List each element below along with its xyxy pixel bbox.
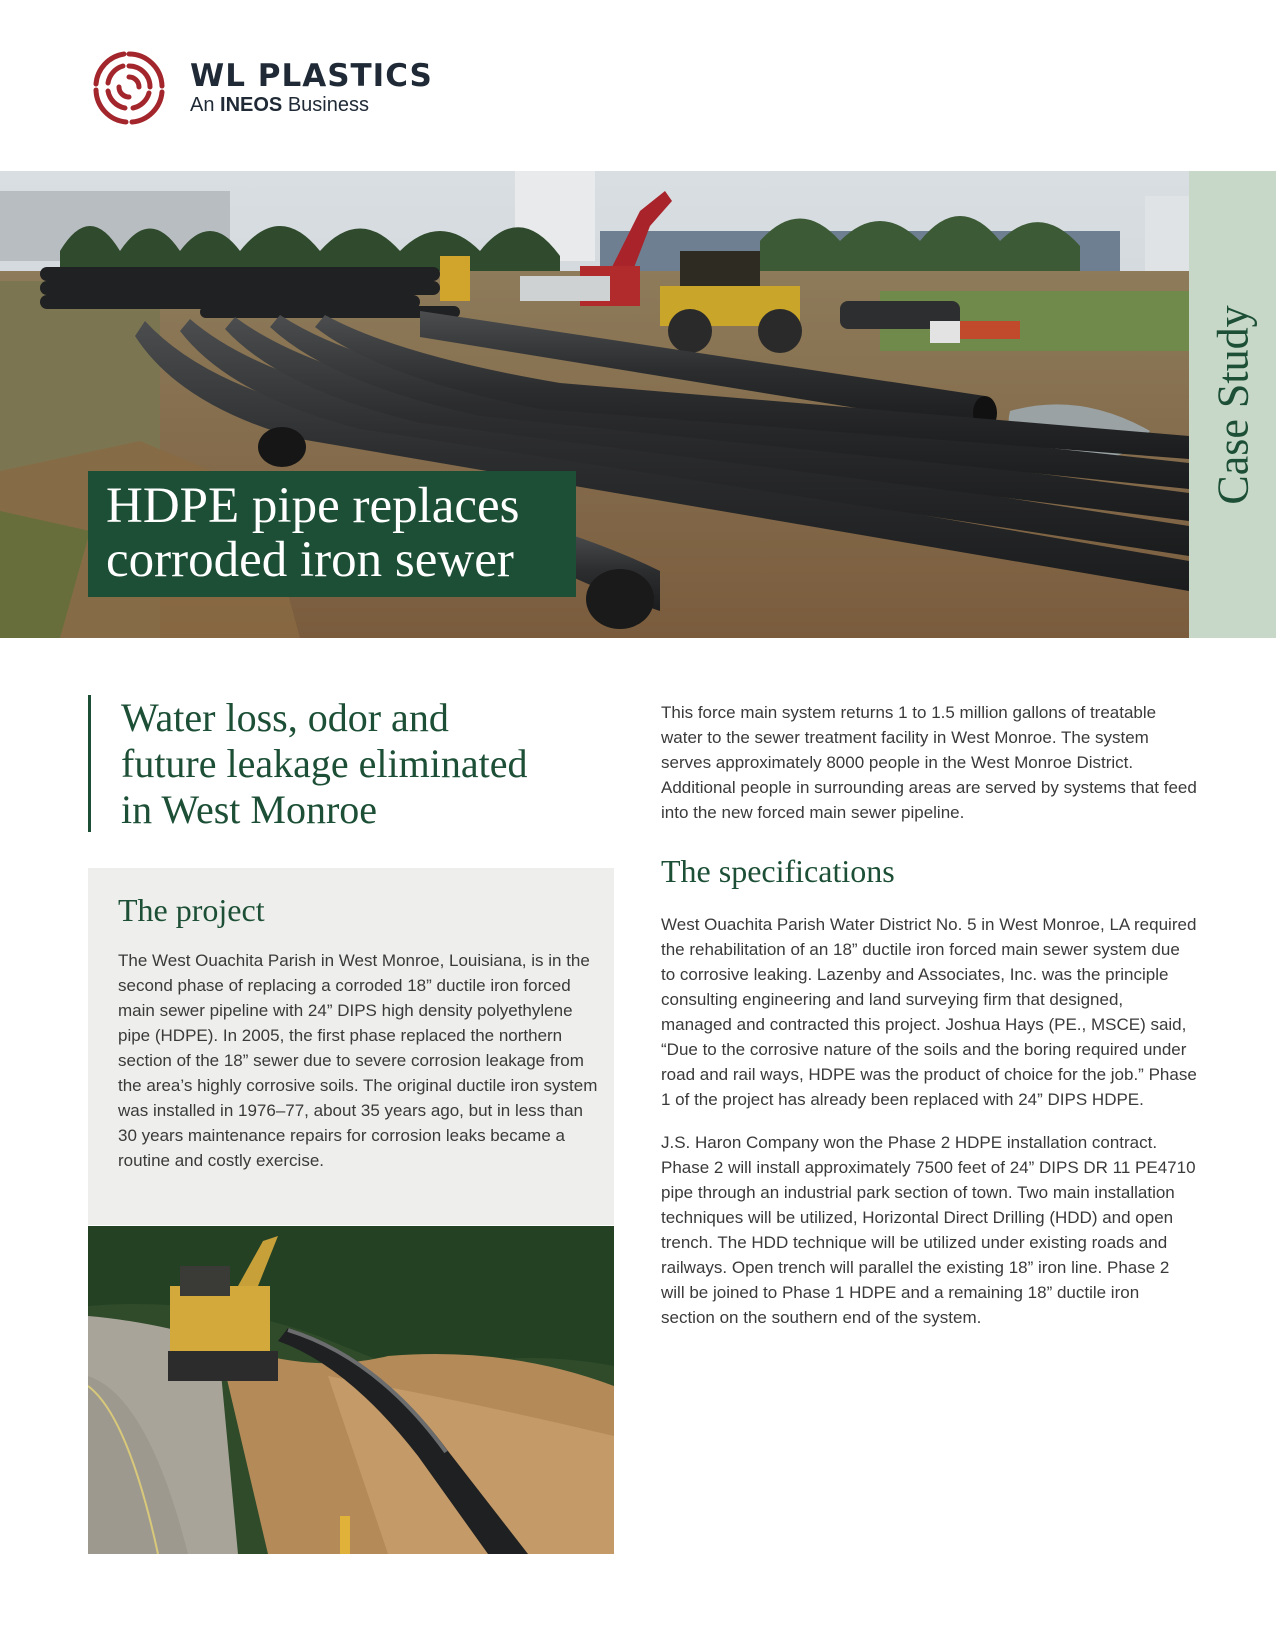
specifications-paragraph-2: J.S. Haron Company won the Phase 2 HDPE installation contract. Phase 2 will install approximately 7500 feet of 24” DIPS DR 11 PE4710 pipe through an industrial park section of town. Two main installation techniques will be utilized, Horizontal Direct Drilling (HDD) and open trench. The HDD technique will be utilized under existing roads and railways. Open trench will parallel the existing 18” iron line. Phase 2 will be joined to Phase 1 HDPE and a remaining 18” ductile iron section on the southern end of the system. bbox=[661, 1133, 1196, 1327]
right-column bbox=[661, 700, 1197, 1330]
subheading-line-1: Water loss, odor and bbox=[121, 695, 449, 740]
hero-title-box bbox=[88, 471, 576, 597]
subheading-line-2: future leakage eliminated bbox=[121, 741, 528, 786]
intro-paragraph: This force main system returns 1 to 1.5 million gallons of treatable water to the sewer treatment facility in West Monroe. The system serves approximately 8000 people in the West Monroe District. Additional people in surrounding areas are served by systems that feed into the new forced main sewer pipeline. bbox=[661, 703, 1197, 822]
hero-title-line-2: corroded iron sewer bbox=[106, 532, 514, 588]
page-subheading bbox=[88, 695, 527, 832]
project-panel bbox=[88, 868, 614, 1225]
swirl-logo-icon bbox=[88, 46, 170, 130]
company-logo bbox=[88, 46, 448, 130]
specifications-paragraph-1: West Ouachita Parish Water District No. 5 in West Monroe, LA required the rehabilitation of an 18” ductile iron forced main sewer system due to corrosive leaking. Lazenby and Associates, Inc. was the principle consulting engineering and land surveying firm that designed, managed and contracted this project. Joshua Hays (PE., MSCE) said, “Due to the corrosive nature of the soils and the boring required under road and rail ways, HDPE was the product of choice for the job.” Phase 1 of the project has already been replaced with 24” DIPS HDPE. bbox=[661, 915, 1197, 1109]
specifications-heading: The specifications bbox=[661, 853, 895, 889]
hero-title-line-1: HDPE pipe replaces bbox=[106, 478, 520, 534]
excavator-pipe-photo bbox=[88, 1226, 614, 1554]
case-study-label: Case Study bbox=[1208, 304, 1257, 505]
project-body: The West Ouachita Parish in West Monroe, Louisiana, is in the second phase of replacing a corroded 18” ductile iron forced main sewer pipeline with 24” DIPS high density polyethylene pipe (HDPE). In 2005, the first phase replaced the northern section of the 18” sewer due to severe corrosion leakage from the area’s highly corrosive soils. The original ductile iron system was installed in 1976–77, about 35 years ago, but in less than 30 years maintenance repairs for corrosion leaks became a routine and costly exercise. bbox=[118, 951, 598, 1170]
project-heading: The project bbox=[118, 892, 265, 928]
case-study-tab bbox=[1189, 171, 1276, 638]
logo-tagline: An INEOS Business bbox=[190, 94, 369, 116]
logo-wordmark: WL PLASTICS bbox=[190, 58, 433, 94]
subheading-line-3: in West Monroe bbox=[121, 787, 378, 832]
